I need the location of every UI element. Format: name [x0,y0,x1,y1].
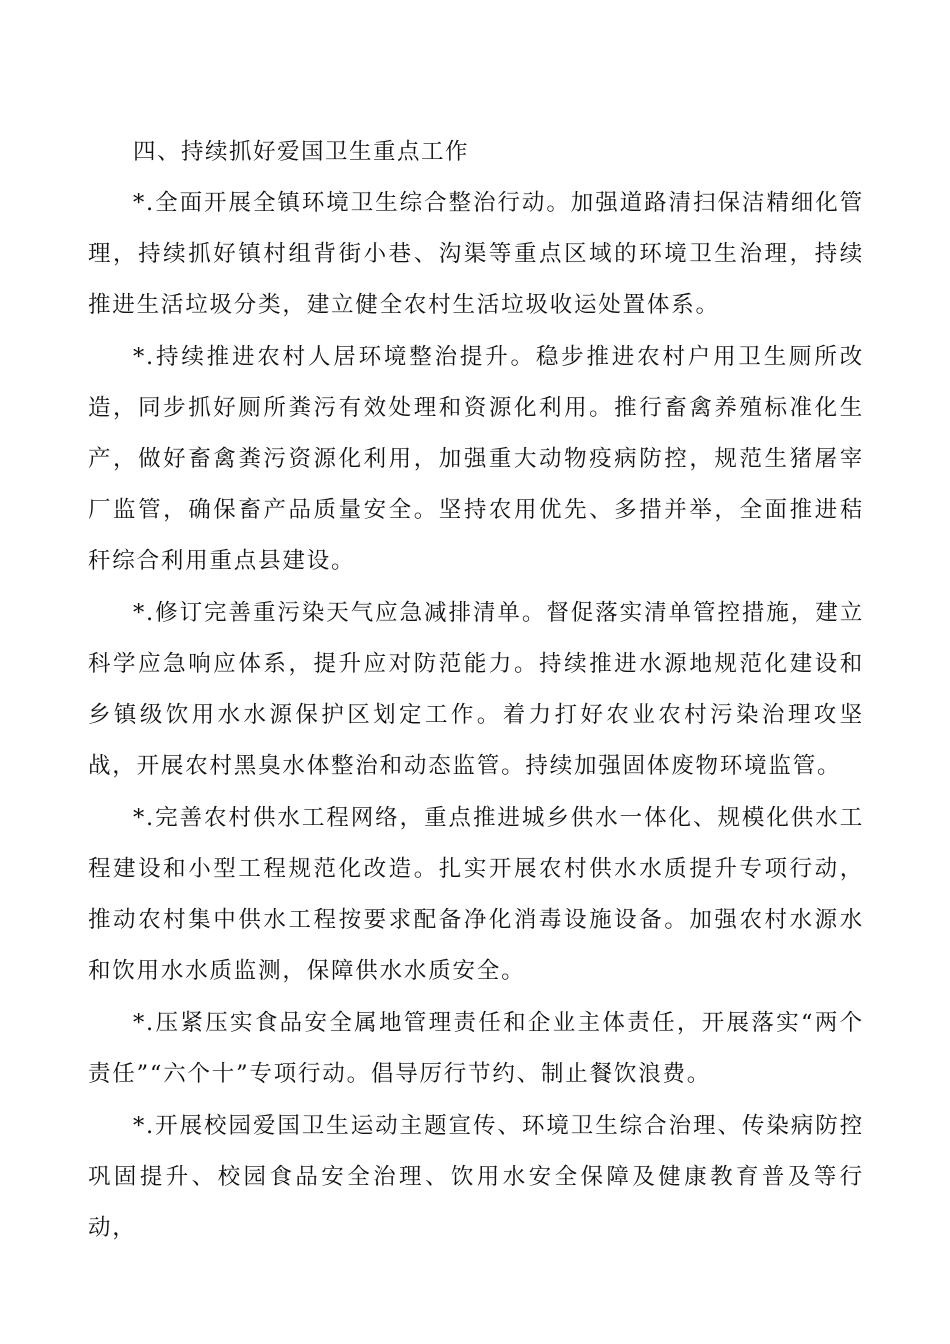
section-heading: 四、持续抓好爱国卫生重点工作 [133,139,470,165]
paragraph-6: *.开展校园爱国卫生运动主题宣传、环境卫生综合治理、传染病防控巩固提升、校园食品安全治理、饮用水安全保障及健康教育普及等行动， [88,1113,864,1241]
paragraph-2: *.持续推进农村人居环境整治提升。稳步推进农村户用卫生厕所改造，同步抓好厕所粪污有效处理和资源化利用。推行畜禽养殖标准化生产，做好畜禽粪污资源化利用，加强重大动物疫病防控，规范生猪屠宰厂监管，确保畜产品质量安全。坚持农用优先、多措并举，全面推进秸秆综合利用重点县建设。 [88,344,864,574]
paragraph-4: *.完善农村供水工程网络，重点推进城乡供水一体化、规模化供水工程建设和小型工程规范化改造。扎实开展农村供水水质提升专项行动，推动农村集中供水工程按要求配备净化消毒设施设备。加强农村水源水和饮用水水质监测，保障供水水质安全。 [88,805,864,984]
document-page [88,128,864,1255]
paragraph-5: *.压紧压实食品安全属地管理责任和企业主体责任，开展落实“两个责任”“六个十”专项行动。倡导厉行节约、制止餐饮浪费。 [88,1010,864,1087]
paragraph-3: *.修订完善重污染天气应急减排清单。督促落实清单管控措施，建立科学应急响应体系，提升应对防范能力。持续推进水源地规范化建设和乡镇级饮用水水源保护区划定工作。着力打好农业农村污染治理攻坚战，开展农村黑臭水体整治和动态监管。持续加强固体废物环境监管。 [88,600,864,779]
paragraph-1: *.全面开展全镇环境卫生综合整治行动。加强道路清扫保洁精细化管理，持续抓好镇村组背街小巷、沟渠等重点区域的环境卫生治理，持续推进生活垃圾分类，建立健全农村生活垃圾收运处置体系。 [88,190,864,318]
